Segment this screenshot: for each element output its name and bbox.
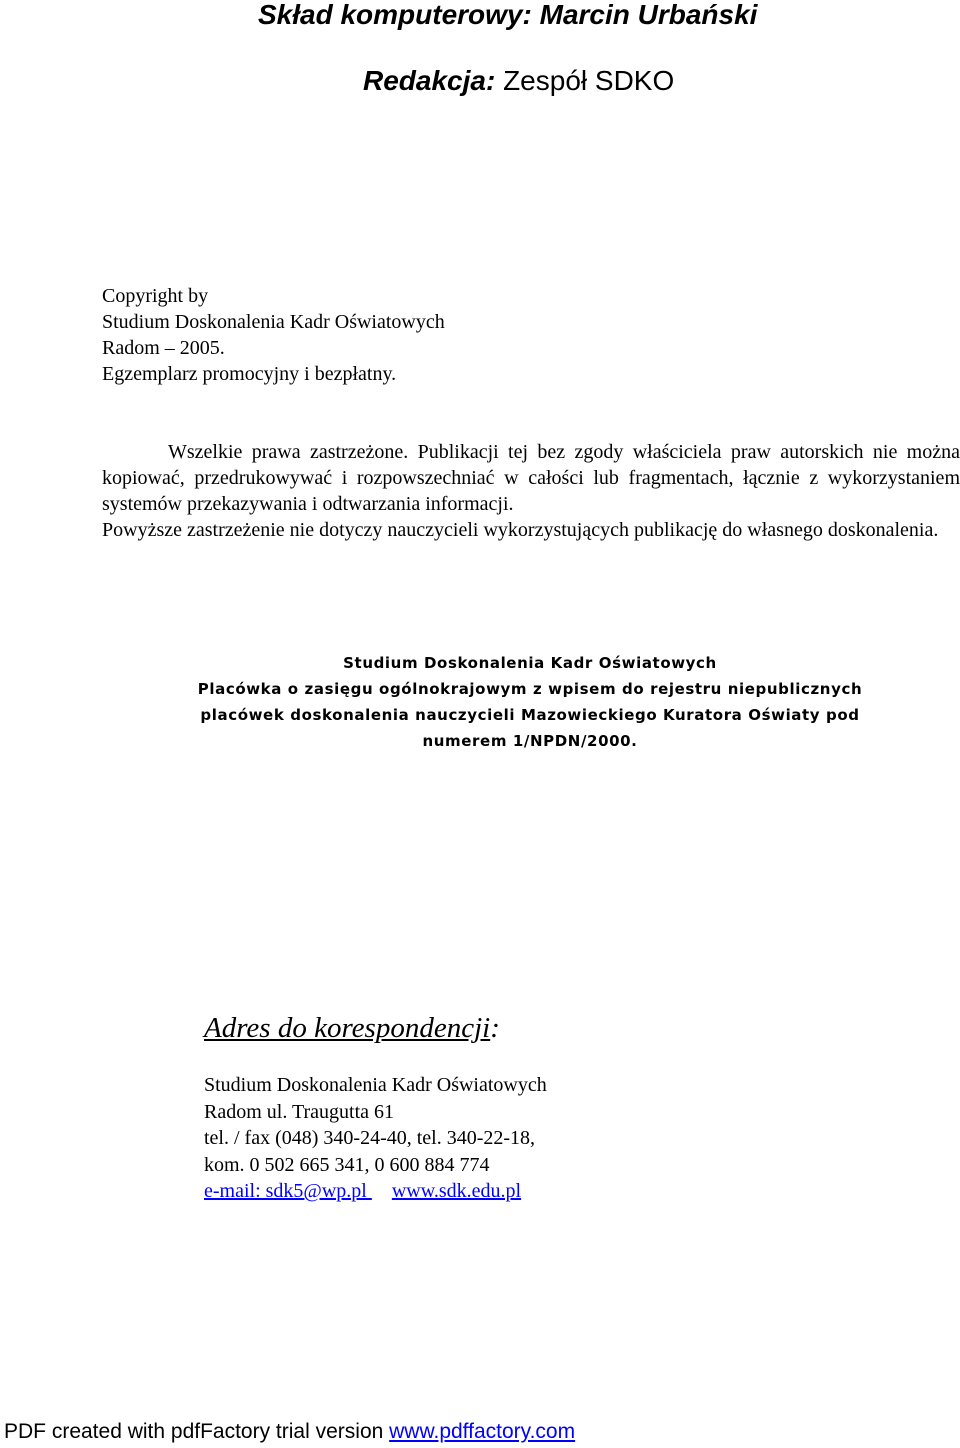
institution-block xyxy=(150,650,910,754)
copyright-line: Egzemplarz promocyjny i bezpłatny. xyxy=(102,363,397,385)
copyright-line: Copyright by xyxy=(102,285,209,307)
copyright-block xyxy=(102,283,445,387)
address-line: tel. / fax (048) 340-24-40, tel. 340-22-18, xyxy=(204,1127,536,1149)
email-link[interactable]: e-mail: sdk5@wp.pl xyxy=(204,1180,372,1202)
rights-exception-paragraph: Powyższe zastrzeżenie nie dotyczy nauczycieli wykorzystujących publikację do własnego doskonalenia. xyxy=(102,519,939,541)
website-link[interactable]: www.sdk.edu.pl xyxy=(391,1180,522,1202)
typesetting-credit: Skład komputerowy: Marcin Urbański xyxy=(258,0,758,30)
rights-paragraph: Wszelkie prawa zastrzeżone. Publikacji tej bez zgody właściciela praw autorskich nie można kopiować, przedrukowywać i rozpowszechniać w całości lub fragmentach, łącznie z wykorzystaniem systemów przekazywania i odtwarzania informacji. xyxy=(102,441,960,515)
editor-value: Zespół SDKO xyxy=(495,65,675,96)
address-heading-text: Adres do korespondencji xyxy=(204,1012,491,1044)
address-block xyxy=(204,1072,547,1205)
contact-links xyxy=(204,1178,547,1205)
rights-notice xyxy=(102,439,960,543)
address-line: Radom ul. Traugutta 61 xyxy=(204,1100,395,1123)
footer-text: PDF created with pdfFactory trial version xyxy=(4,1420,390,1443)
institution-line: placówek doskonalenia nauczycieli Mazowieckiego Kuratora Oświaty pod xyxy=(200,706,860,724)
pdf-footer xyxy=(4,1418,575,1446)
institution-line: Placówka o zasięgu ogólnokrajowym z wpisem do rejestru niepublicznych xyxy=(197,680,863,698)
address-line: kom. 0 502 665 341, 0 600 884 774 xyxy=(204,1153,490,1176)
address-heading xyxy=(204,1010,500,1046)
address-heading-suffix: : xyxy=(490,1012,500,1044)
copyright-line: Radom – 2005. xyxy=(102,337,225,359)
editor-credit xyxy=(363,64,674,98)
copyright-line: Studium Doskonalenia Kadr Oświatowych xyxy=(102,311,445,333)
address-line: Studium Doskonalenia Kadr Oświatowych xyxy=(204,1074,547,1096)
institution-line: numerem 1/NPDN/2000. xyxy=(422,732,638,750)
footer-link[interactable]: www.pdffactory.com xyxy=(389,1420,576,1443)
institution-name: Studium Doskonalenia Kadr Oświatowych xyxy=(343,654,717,672)
editor-label: Redakcja: xyxy=(363,65,496,96)
